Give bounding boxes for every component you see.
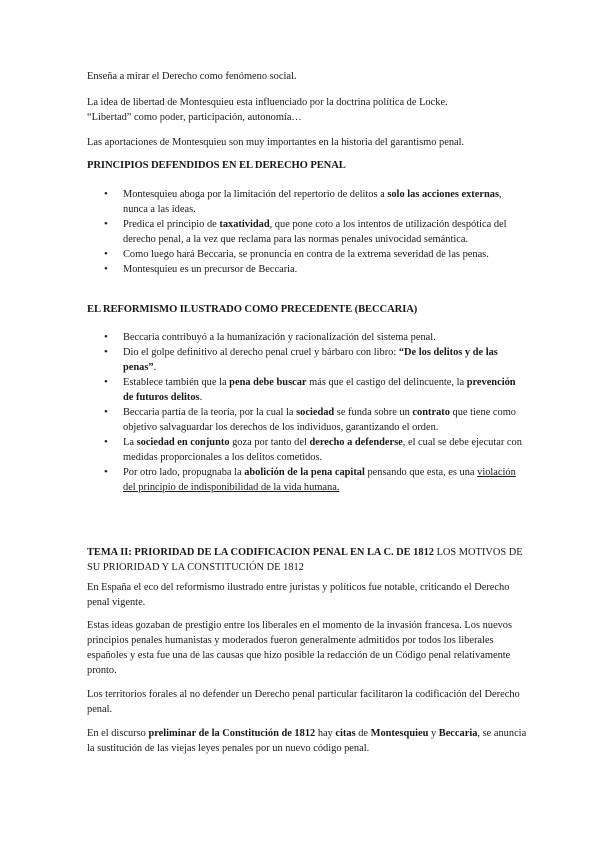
list-item: • Montesquieu aboga por la limitación del repertorio de delitos a solo las acciones externas, nunca a las ideas.	[87, 187, 527, 217]
tema-2-paragraph-3: Los territorios forales al no defender un Derecho penal particular facilitaron la codificación del Derecho penal.	[87, 689, 520, 715]
tema-2-paragraph-1: En España el eco del reformismo ilustrado entre juristas y políticos fue notable, criticando el Derecho penal vigente.	[87, 582, 510, 608]
intro-paragraph-1: Enseña a mirar el Derecho como fenómeno social.	[87, 71, 297, 82]
list-item: • Por otro lado, propugnaba la abolición de la pena capital pensando que esta, es una violación del principio de indisponibilidad de la vida humana.	[87, 465, 527, 495]
section-1-heading: PRINCIPIOS DEFENDIDOS EN EL DERECHO PENAL	[87, 160, 346, 171]
tema-2-title-bold: TEMA II: PRIORIDAD DE LA CODIFICACION PENAL EN LA C. DE 1812	[87, 547, 434, 558]
tema-2-title	[87, 545, 527, 575]
list-item: • Predica el principio de taxatividad, que pone coto a los intentos de utilización despótica del derecho penal, a la vez que reclama para las normas penales univocidad semántica.	[87, 217, 527, 247]
list-item: • Montesquieu es un precursor de Beccaria.	[87, 262, 527, 277]
intro-paragraph-2-line-1: La idea de libertad de Montesquieu esta influenciado por la doctrina política de Locke.	[87, 97, 448, 108]
intro-paragraph-3: Las aportaciones de Montesquieu son muy importantes en la historia del garantismo penal.	[87, 137, 465, 148]
list-item: • Como luego hará Beccaria, se pronuncia en contra de la extrema severidad de las penas.	[87, 247, 527, 262]
list-item: • Establece también que la pena debe buscar más que el castigo del delincuente, la prevención de futuros delitos.	[87, 375, 527, 405]
intro-paragraph-2-line-2: “Libertad” como poder, participación, autonomía…	[87, 112, 302, 123]
section-1-bullet-list	[87, 187, 527, 277]
section-2-bullet-list	[87, 330, 527, 495]
tema-2-paragraph-4: En el discurso preliminar de la Constitución de 1812 hay citas de Montesquieu y Beccaria, se anuncia la sustitución de las viejas leyes penales por un nuevo código penal.	[87, 728, 527, 754]
section-2-heading: EL REFORMISMO ILUSTRADO COMO PRECEDENTE (BECCARIA)	[87, 304, 418, 315]
list-item: • Dio el golpe definitivo al derecho penal cruel y bárbaro con libro: “De los delitos y de las penas”.	[87, 345, 527, 375]
list-item: • Beccaria contribuyó a la humanización y racionalización del sistema penal.	[87, 330, 527, 345]
intro-paragraph-2	[87, 95, 527, 125]
tema-2-title-rest: LOS MOTIVOS DE SU PRIORIDAD Y LA CONSTITUCIÓN DE 1812	[87, 547, 523, 573]
list-item: • Beccaria partía de la teoría, por la cual la sociedad se funda sobre un contrato que tiene como objetivo salvaguardar los derechos de los individuos, garantizando el orden.	[87, 405, 527, 435]
tema-2-paragraph-2: Estas ideas gozaban de prestigio entre los liberales en el momento de la invasión francesa. Los nuevos principios penales humanistas y moderados fueron generalmente admitidos por todos los liberales españoles y esta fue una de las causas que hizo posible la redacción de un Código penal relativamente pronto.	[87, 620, 513, 676]
list-item: • La sociedad en conjunto goza por tanto del derecho a defenderse, el cual se debe ejecutar con medidas proporcionales a los delitos cometidos.	[87, 435, 527, 465]
